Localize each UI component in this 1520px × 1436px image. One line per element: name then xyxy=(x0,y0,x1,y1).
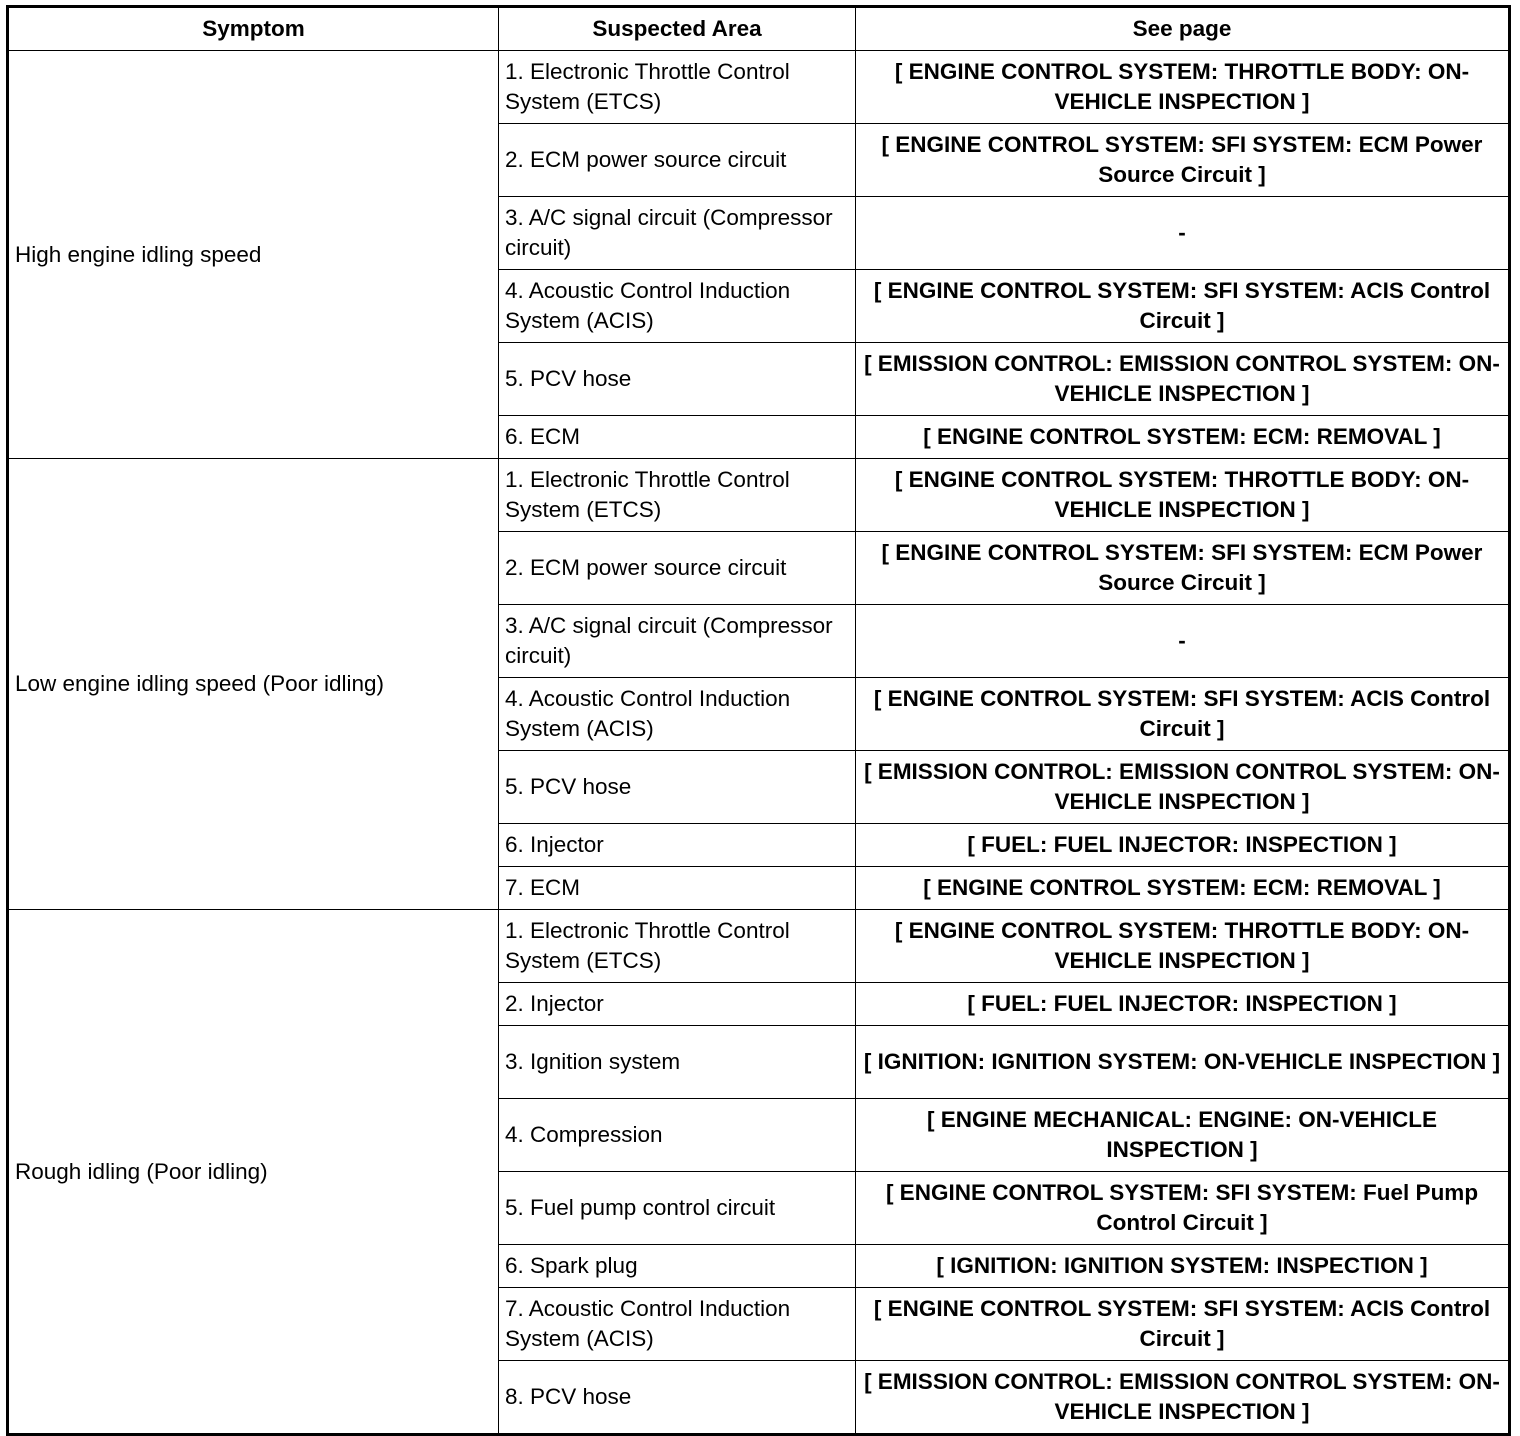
see-page-cell: [ ENGINE CONTROL SYSTEM: ECM: REMOVAL ] xyxy=(856,416,1510,459)
symptom-cell: High engine idling speed xyxy=(8,51,499,459)
suspected-area-cell: 4. Acoustic Control Induction System (ACIS) xyxy=(499,678,856,751)
suspected-area-cell: 5. Fuel pump control circuit xyxy=(499,1172,856,1245)
suspected-area-cell: 3. A/C signal circuit (Compressor circuit) xyxy=(499,605,856,678)
see-page-cell: [ ENGINE CONTROL SYSTEM: SFI SYSTEM: ACIS Control Circuit ] xyxy=(856,678,1510,751)
see-page-cell: [ EMISSION CONTROL: EMISSION CONTROL SYSTEM: ON-VEHICLE INSPECTION ] xyxy=(856,1361,1510,1435)
see-page-cell: [ IGNITION: IGNITION SYSTEM: ON-VEHICLE INSPECTION ] xyxy=(856,1026,1510,1099)
see-page-cell: [ IGNITION: IGNITION SYSTEM: INSPECTION ] xyxy=(856,1245,1510,1288)
header-row xyxy=(8,7,1510,51)
suspected-area-cell: 5. PCV hose xyxy=(499,751,856,824)
see-page-cell: [ ENGINE CONTROL SYSTEM: SFI SYSTEM: ACIS Control Circuit ] xyxy=(856,270,1510,343)
see-page-cell: [ ENGINE CONTROL SYSTEM: THROTTLE BODY: ON-VEHICLE INSPECTION ] xyxy=(856,51,1510,124)
see-page-cell: [ FUEL: FUEL INJECTOR: INSPECTION ] xyxy=(856,983,1510,1026)
see-page-cell: [ ENGINE CONTROL SYSTEM: THROTTLE BODY: ON-VEHICLE INSPECTION ] xyxy=(856,910,1510,983)
table-body xyxy=(8,51,1510,1435)
see-page-cell: [ ENGINE CONTROL SYSTEM: THROTTLE BODY: ON-VEHICLE INSPECTION ] xyxy=(856,459,1510,532)
table-row xyxy=(8,910,1510,983)
suspected-area-cell: 4. Acoustic Control Induction System (ACIS) xyxy=(499,270,856,343)
symptom-cell: Low engine idling speed (Poor idling) xyxy=(8,459,499,910)
header-suspected-area: Suspected Area xyxy=(499,7,856,51)
see-page-cell: [ ENGINE CONTROL SYSTEM: SFI SYSTEM: ECM Power Source Circuit ] xyxy=(856,124,1510,197)
suspected-area-cell: 2. Injector xyxy=(499,983,856,1026)
suspected-area-cell: 1. Electronic Throttle Control System (ETCS) xyxy=(499,910,856,983)
see-page-cell: [ FUEL: FUEL INJECTOR: INSPECTION ] xyxy=(856,824,1510,867)
see-page-cell: [ EMISSION CONTROL: EMISSION CONTROL SYSTEM: ON-VEHICLE INSPECTION ] xyxy=(856,751,1510,824)
table-row xyxy=(8,459,1510,532)
see-page-cell: [ ENGINE CONTROL SYSTEM: SFI SYSTEM: ACIS Control Circuit ] xyxy=(856,1288,1510,1361)
suspected-area-cell: 4. Compression xyxy=(499,1099,856,1172)
suspected-area-cell: 1. Electronic Throttle Control System (ETCS) xyxy=(499,459,856,532)
header-symptom: Symptom xyxy=(8,7,499,51)
suspected-area-cell: 7. Acoustic Control Induction System (ACIS) xyxy=(499,1288,856,1361)
symptom-cell: Rough idling (Poor idling) xyxy=(8,910,499,1435)
see-page-cell: [ ENGINE CONTROL SYSTEM: SFI SYSTEM: Fuel Pump Control Circuit ] xyxy=(856,1172,1510,1245)
suspected-area-cell: 5. PCV hose xyxy=(499,343,856,416)
suspected-area-cell: 2. ECM power source circuit xyxy=(499,532,856,605)
suspected-area-cell: 2. ECM power source circuit xyxy=(499,124,856,197)
see-page-cell: - xyxy=(856,605,1510,678)
suspected-area-cell: 6. Injector xyxy=(499,824,856,867)
problem-symptoms-table xyxy=(6,5,1511,1436)
see-page-cell: [ ENGINE CONTROL SYSTEM: SFI SYSTEM: ECM Power Source Circuit ] xyxy=(856,532,1510,605)
suspected-area-cell: 7. ECM xyxy=(499,867,856,910)
see-page-cell: [ ENGINE CONTROL SYSTEM: ECM: REMOVAL ] xyxy=(856,867,1510,910)
see-page-cell: - xyxy=(856,197,1510,270)
see-page-cell: [ EMISSION CONTROL: EMISSION CONTROL SYSTEM: ON-VEHICLE INSPECTION ] xyxy=(856,343,1510,416)
suspected-area-cell: 3. A/C signal circuit (Compressor circuit) xyxy=(499,197,856,270)
suspected-area-cell: 6. Spark plug xyxy=(499,1245,856,1288)
suspected-area-cell: 3. Ignition system xyxy=(499,1026,856,1099)
suspected-area-cell: 8. PCV hose xyxy=(499,1361,856,1435)
suspected-area-cell: 6. ECM xyxy=(499,416,856,459)
see-page-cell: [ ENGINE MECHANICAL: ENGINE: ON-VEHICLE INSPECTION ] xyxy=(856,1099,1510,1172)
suspected-area-cell: 1. Electronic Throttle Control System (ETCS) xyxy=(499,51,856,124)
table-row xyxy=(8,51,1510,124)
header-see-page: See page xyxy=(856,7,1510,51)
